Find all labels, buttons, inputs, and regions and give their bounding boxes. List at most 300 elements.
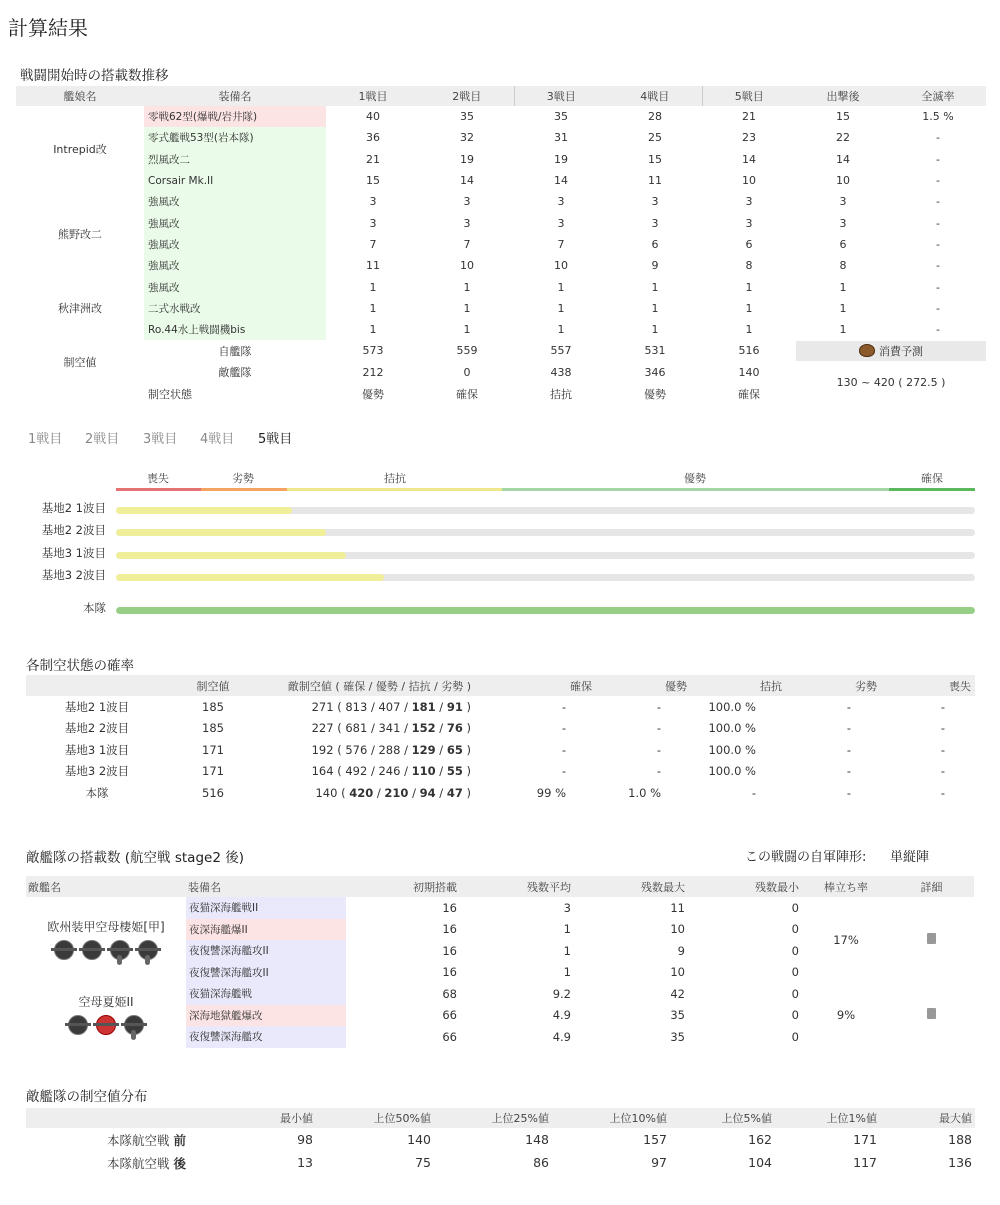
status-parity: 拮抗 — [384, 472, 406, 485]
enemy-count-cell: 4.9 — [552, 1029, 571, 1044]
count-cell: 3 — [651, 216, 659, 230]
equip-name: 強風改 — [144, 276, 326, 297]
count-cell: 10 — [460, 259, 474, 273]
enemy-ship-name: 欧州装甲空母棲姫[甲] — [47, 919, 165, 934]
threshold-superior: 288 — [378, 742, 401, 757]
count-cell: 3 — [839, 195, 847, 209]
count-cell: 11 — [648, 174, 662, 188]
enemy-count-cell: 42 — [670, 986, 685, 1001]
count-cell: 15 — [836, 110, 850, 124]
status-superior: 優勢 — [684, 472, 706, 485]
fleet-row — [16, 127, 986, 148]
fleet-row — [16, 319, 986, 340]
detail-cell[interactable] — [889, 897, 974, 983]
count-cell: 1 — [369, 323, 377, 337]
equip-name: Corsair Mk.II — [144, 170, 326, 191]
header-after: 出撃後 — [796, 86, 890, 106]
count-cell: 1 — [557, 301, 565, 315]
status-seg-inferior — [201, 488, 287, 491]
prob-cell: 100.0 % — [708, 764, 756, 779]
tab-battle-4[interactable]: 4戦目 — [200, 432, 235, 447]
prob-cell: 99 % — [536, 785, 566, 800]
prob-header: 敵制空値 ( 確保 / 優勢 / 拮抗 / 劣勢 ) — [258, 675, 501, 696]
count-cell: 15 — [648, 152, 662, 166]
prob-header: 確保 — [501, 675, 596, 696]
enemy-count-cell: 68 — [442, 986, 457, 1001]
page-title: 計算結果 — [8, 16, 88, 40]
count-cell: 14 — [742, 152, 756, 166]
dist-table — [26, 1108, 975, 1174]
dist-cell: 117 — [853, 1155, 877, 1170]
count-cell: 1 — [463, 301, 471, 315]
dist-cell: 136 — [948, 1155, 972, 1170]
bar-row-label: 基地3 1波目 — [41, 546, 106, 560]
enemy-section-title: 敵艦隊の搭載数 (航空戦 stage2 後) — [26, 850, 244, 866]
count-cell: 8 — [745, 259, 753, 273]
enemy-count-cell: 3 — [563, 900, 571, 915]
prob-cell: - — [940, 721, 945, 736]
fleet-table-body — [16, 106, 986, 404]
prob-header: 劣勢 — [786, 675, 881, 696]
prob-cell: - — [846, 721, 851, 736]
prob-enemy-air: 192 ( 576 / 288 / 129 / 65 ) — [311, 742, 471, 757]
enemy-count-cell: 0 — [791, 986, 799, 1001]
prob-cell: - — [561, 742, 566, 757]
enemy-equip-name: 深海地獄艦爆改 — [186, 1005, 346, 1027]
dist-row-label — [26, 1151, 216, 1174]
count-cell: 1 — [839, 280, 847, 294]
enemy-header: 詳細 — [889, 876, 974, 897]
count-cell: 1 — [651, 323, 659, 337]
dist-row — [26, 1151, 975, 1174]
threshold-parity: 129 — [411, 742, 436, 757]
prob-section-title: 各制空状態の確率 — [26, 658, 134, 674]
enemy-count-cell: 10 — [670, 965, 685, 980]
count-cell: 1 — [839, 323, 847, 337]
status-seg-supremacy — [889, 488, 975, 491]
prob-enemy-air: 140 ( 420 / 210 / 94 / 47 ) — [315, 785, 471, 800]
detail-cell[interactable] — [889, 983, 974, 1048]
count-cell: - — [936, 195, 940, 209]
ship-name: 熊野改二 — [58, 227, 102, 241]
enemy-count-cell: 9.2 — [552, 986, 571, 1001]
status-supremacy: 確保 — [921, 472, 943, 485]
own-label: 自艦隊 — [218, 344, 252, 358]
count-cell: 32 — [460, 131, 474, 145]
fleet-row — [16, 191, 986, 212]
prob-cell: - — [751, 785, 756, 800]
fleet-section-title: 戦闘開始時の搭載数推移 — [20, 68, 169, 84]
prob-cell: - — [940, 764, 945, 779]
threshold-superior: 246 — [378, 764, 401, 779]
enemy-air-2: 0 — [463, 365, 471, 379]
count-cell: 1 — [369, 301, 377, 315]
count-cell: 1 — [463, 323, 471, 337]
count-cell: 22 — [836, 131, 850, 145]
ship-name: 秋津洲改 — [58, 302, 102, 316]
count-cell: 1 — [557, 280, 565, 294]
formation-label: この戦闘の自軍陣形: — [745, 850, 867, 865]
enemy-air-1: 212 — [362, 365, 384, 379]
prob-cell: - — [940, 785, 945, 800]
enemy-equip-name: 夜復讐深海艦攻II — [186, 962, 346, 984]
count-cell: 14 — [836, 152, 850, 166]
enemy-count-cell: 16 — [442, 922, 457, 937]
enemy-count-cell: 0 — [791, 1008, 799, 1023]
air-enemy-row — [16, 362, 986, 383]
prob-row — [26, 696, 975, 718]
bar-track — [116, 507, 975, 514]
consume-prediction — [796, 340, 986, 361]
enemy-plane-icon — [68, 1015, 88, 1035]
count-cell: 40 — [366, 110, 380, 124]
prob-cell: - — [846, 742, 851, 757]
threshold-inferior: 76 — [446, 721, 463, 736]
fleet-row — [16, 255, 986, 276]
count-cell: 1.5 % — [922, 110, 954, 124]
enemy-count-cell: 1 — [563, 943, 571, 958]
formation-value: 単縦陣 — [890, 850, 930, 865]
threshold-inferior: 55 — [446, 764, 463, 779]
enemy-plane-icon — [138, 940, 158, 960]
count-cell: 3 — [745, 216, 753, 230]
enemy-count-cell: 4.9 — [552, 1008, 571, 1023]
fleet-row — [16, 234, 986, 255]
tab-battle-2[interactable]: 2戦目 — [85, 432, 120, 447]
enemy-header: 残数平均 — [461, 876, 575, 897]
header-battle-1: 1戦目 — [326, 86, 420, 106]
enemy-air-4: 346 — [644, 365, 666, 379]
prob-header: 優勢 — [596, 675, 691, 696]
enemy-count-cell: 9 — [677, 943, 685, 958]
count-cell: - — [936, 174, 940, 188]
count-cell: 3 — [651, 195, 659, 209]
count-cell: 3 — [745, 195, 753, 209]
count-cell: 19 — [460, 152, 474, 166]
document-icon[interactable] — [927, 1008, 936, 1019]
count-cell: 1 — [369, 280, 377, 294]
prob-enemy-air: 227 ( 681 / 341 / 152 / 76 ) — [311, 721, 471, 736]
status-seg-superior — [502, 488, 889, 491]
count-cell: 1 — [651, 301, 659, 315]
prob-air: 171 — [202, 742, 224, 757]
header-wipe-rate: 全滅率 — [890, 86, 986, 106]
prob-cell: 100.0 % — [708, 721, 756, 736]
dist-row-label-text: 本隊航空戦 — [107, 1155, 174, 1171]
dist-header: 上位10%値 — [552, 1108, 670, 1128]
enemy-header: 初期搭載 — [346, 876, 461, 897]
count-cell: 31 — [554, 131, 568, 145]
count-cell: 35 — [554, 110, 568, 124]
tab-battle-1[interactable]: 1戦目 — [28, 432, 63, 447]
dist-cell: 157 — [643, 1132, 667, 1147]
enemy-equip-name: 夜復讐深海艦攻 — [186, 1026, 346, 1048]
count-cell: 21 — [742, 110, 756, 124]
idle-rate: 17% — [833, 933, 859, 947]
count-cell: 36 — [366, 131, 380, 145]
state-2: 確保 — [456, 387, 478, 401]
dist-cell: 98 — [297, 1132, 313, 1147]
enemy-plane-icons — [26, 940, 186, 963]
status-inferior: 劣勢 — [232, 472, 254, 485]
header-battle-4: 4戦目 — [608, 86, 702, 106]
status-loss: 喪失 — [147, 472, 169, 485]
enemy-count-cell: 66 — [442, 1008, 457, 1023]
bar-fill — [116, 552, 346, 559]
enemy-count-cell: 11 — [670, 900, 685, 915]
count-cell: 23 — [742, 131, 756, 145]
enemy-count-cell: 16 — [442, 965, 457, 980]
fleet-row — [16, 170, 986, 191]
state-4: 優勢 — [644, 387, 666, 401]
count-cell: 14 — [460, 174, 474, 188]
count-cell: - — [936, 301, 940, 315]
count-cell: 7 — [463, 237, 471, 251]
prob-header: 喪失 — [881, 675, 975, 696]
count-cell: - — [936, 237, 940, 251]
prob-header: 拮抗 — [691, 675, 786, 696]
prob-air: 171 — [202, 764, 224, 779]
enemy-count-cell: 0 — [791, 922, 799, 937]
status-seg-parity — [287, 488, 502, 491]
prob-row — [26, 718, 975, 740]
count-cell: 1 — [745, 280, 753, 294]
bar-row-label: 基地3 2波目 — [41, 568, 106, 582]
header-battle-5: 5戦目 — [702, 86, 796, 106]
threshold-parity: 181 — [411, 699, 436, 714]
enemy-row — [26, 897, 974, 919]
prob-row-name: 本隊 — [85, 785, 109, 800]
enemy-equip-name: 夜猫深海艦戦 — [186, 983, 346, 1005]
threshold-supremacy: 813 — [345, 699, 368, 714]
dist-header — [26, 1108, 216, 1128]
status-seg-loss — [116, 488, 201, 491]
count-cell: - — [936, 280, 940, 294]
dist-header: 最小値 — [216, 1108, 316, 1128]
air-own-row — [16, 340, 986, 361]
enemy-table — [26, 876, 974, 1048]
count-cell: 14 — [554, 174, 568, 188]
bar-row-label: 基地2 1波目 — [41, 501, 106, 515]
prob-air: 185 — [202, 721, 224, 736]
own-air-1: 573 — [362, 344, 384, 358]
fleet-row — [16, 298, 986, 319]
count-cell: 7 — [369, 237, 377, 251]
air-label: 制空値 — [63, 355, 97, 369]
enemy-count-cell: 0 — [791, 965, 799, 980]
dist-header: 上位5%値 — [670, 1108, 775, 1128]
enemy-plane-icons — [26, 1015, 186, 1038]
enemy-count-cell: 1 — [563, 922, 571, 937]
dist-header: 上位1%値 — [775, 1108, 880, 1128]
enemy-count-cell: 0 — [791, 900, 799, 915]
enemy-plane-icon — [96, 1015, 116, 1035]
enemy-plane-icon — [110, 940, 130, 960]
idle-rate: 9% — [836, 1008, 856, 1023]
state-3: 拮抗 — [550, 387, 572, 401]
dist-cell: 97 — [651, 1155, 667, 1170]
consume-label: 消費予測 — [879, 344, 923, 358]
count-cell: 7 — [557, 237, 565, 251]
threshold-superior: 341 — [378, 721, 401, 736]
prob-enemy-air: 164 ( 492 / 246 / 110 / 55 ) — [311, 764, 471, 779]
prob-row — [26, 761, 975, 783]
prob-cell: - — [846, 785, 851, 800]
ship-name: Intrepid改 — [53, 142, 107, 156]
prob-cell: - — [846, 764, 851, 779]
bar-row-label: 本隊 — [83, 601, 106, 615]
count-cell: 3 — [369, 216, 377, 230]
enemy-count-cell: 16 — [442, 943, 457, 958]
enemy-row — [26, 983, 974, 1005]
count-cell: 1 — [651, 280, 659, 294]
equip-name: 強風改 — [144, 255, 326, 276]
count-cell: 6 — [651, 237, 659, 251]
prob-cell: 1.0 % — [628, 785, 661, 800]
enemy-plane-icon — [54, 940, 74, 960]
enemy-header: 残数最小 — [689, 876, 803, 897]
prob-cell: - — [940, 699, 945, 714]
count-cell: 10 — [742, 174, 756, 188]
threshold-inferior: 65 — [446, 742, 463, 757]
dist-cell: 75 — [415, 1155, 431, 1170]
enemy-ship — [26, 983, 186, 1048]
equip-name: 強風改 — [144, 212, 326, 233]
dist-cell: 104 — [748, 1155, 772, 1170]
bar-track — [116, 607, 975, 614]
header-equip: 装備名 — [144, 86, 326, 106]
bar-row-label: 基地2 2波目 — [41, 523, 106, 537]
consume-value: 130 ~ 420 ( 272.5 ) — [836, 376, 946, 390]
count-cell: - — [936, 131, 940, 145]
enemy-equip-name: 夜猫深海艦戦II — [186, 897, 346, 919]
enemy-count-cell: 16 — [442, 900, 457, 915]
threshold-superior: 210 — [384, 785, 409, 800]
prob-cell: 100.0 % — [708, 699, 756, 714]
count-cell: 1 — [745, 301, 753, 315]
count-cell: - — [936, 259, 940, 273]
own-air-5: 516 — [738, 344, 760, 358]
bar-fill — [116, 507, 292, 514]
threshold-supremacy: 492 — [345, 764, 368, 779]
dist-row — [26, 1128, 975, 1151]
dist-header: 上位50%値 — [316, 1108, 434, 1128]
equip-name: 零式艦戦53型(岩本隊) — [144, 127, 326, 148]
fleet-table — [16, 86, 986, 404]
dist-cell: 13 — [297, 1155, 313, 1170]
prob-row-name: 基地3 1波目 — [64, 742, 130, 757]
count-cell: 1 — [557, 323, 565, 337]
enemy-equip-name: 夜深海艦爆II — [186, 919, 346, 941]
dist-cell: 188 — [948, 1132, 972, 1147]
count-cell: 6 — [745, 237, 753, 251]
prob-row-name: 基地3 2波目 — [64, 764, 130, 779]
prob-row — [26, 782, 975, 804]
count-cell: 3 — [557, 216, 565, 230]
enemy-count-cell: 10 — [670, 922, 685, 937]
prob-table — [26, 675, 975, 804]
dist-header: 上位25%値 — [434, 1108, 552, 1128]
count-cell: - — [936, 323, 940, 337]
count-cell: - — [936, 152, 940, 166]
threshold-superior: 407 — [378, 699, 401, 714]
document-icon[interactable] — [927, 933, 936, 944]
prob-cell: - — [656, 742, 661, 757]
bar-track — [116, 552, 975, 559]
state-5: 確保 — [738, 387, 760, 401]
equip-name: 強風改 — [144, 234, 326, 255]
tab-battle-3[interactable]: 3戦目 — [143, 432, 178, 447]
enemy-header: 敵艦名 — [26, 876, 186, 897]
enemy-header: 棒立ち率 — [803, 876, 889, 897]
dist-row-label-text: 本隊航空戦 — [107, 1132, 174, 1148]
prob-cell: 100.0 % — [708, 742, 756, 757]
dist-row-label-bold: 前 — [173, 1132, 186, 1148]
prob-cell: - — [656, 721, 661, 736]
prob-air: 516 — [202, 785, 224, 800]
dist-row-label — [26, 1128, 216, 1151]
prob-row — [26, 739, 975, 761]
dist-cell: 162 — [748, 1132, 772, 1147]
enemy-air-3: 438 — [550, 365, 572, 379]
count-cell: 3 — [463, 195, 471, 209]
threshold-supremacy: 681 — [345, 721, 368, 736]
enemy-plane-icon — [82, 940, 102, 960]
bar-track — [116, 529, 975, 536]
count-cell: 10 — [836, 174, 850, 188]
count-cell: 3 — [557, 195, 565, 209]
prob-cell: - — [561, 699, 566, 714]
count-cell: 28 — [648, 110, 662, 124]
dist-cell: 171 — [853, 1132, 877, 1147]
dist-cell: 86 — [533, 1155, 549, 1170]
enemy-count-cell: 0 — [791, 1029, 799, 1044]
count-cell: 15 — [366, 174, 380, 188]
prob-cell: - — [656, 764, 661, 779]
tab-battle-5[interactable]: 5戦目 — [258, 432, 293, 447]
state-1: 優勢 — [362, 387, 384, 401]
prob-cell: - — [846, 699, 851, 714]
prob-cell: - — [561, 764, 566, 779]
prob-row-name: 基地2 2波目 — [64, 721, 130, 736]
enemy-equip-name: 夜復讐深海艦攻II — [186, 940, 346, 962]
count-cell: 9 — [651, 259, 659, 273]
prob-air: 185 — [202, 699, 224, 714]
enemy-count-cell: 35 — [670, 1029, 685, 1044]
dist-cell: 148 — [525, 1132, 549, 1147]
bar-fill — [116, 529, 326, 536]
fleet-row — [16, 106, 986, 127]
prob-header: 制空値 — [168, 675, 258, 696]
count-cell: 6 — [839, 237, 847, 251]
dist-cell: 140 — [407, 1132, 431, 1147]
enemy-label: 敵艦隊 — [218, 366, 252, 380]
fleet-row — [16, 276, 986, 297]
enemy-header: 装備名 — [186, 876, 346, 897]
header-battle-2: 2戦目 — [420, 86, 514, 106]
count-cell: 3 — [463, 216, 471, 230]
count-cell: 1 — [463, 280, 471, 294]
own-air-3: 557 — [550, 344, 572, 358]
equip-name: Ro.44水上戦闘機bis — [144, 319, 326, 340]
fuel-pot-icon — [859, 344, 875, 357]
threshold-inferior: 91 — [446, 699, 463, 714]
count-cell: 1 — [745, 323, 753, 337]
count-cell: 11 — [366, 259, 380, 273]
fleet-row — [16, 212, 986, 233]
prob-cell: - — [561, 721, 566, 736]
equip-name: 烈風改二 — [144, 149, 326, 170]
